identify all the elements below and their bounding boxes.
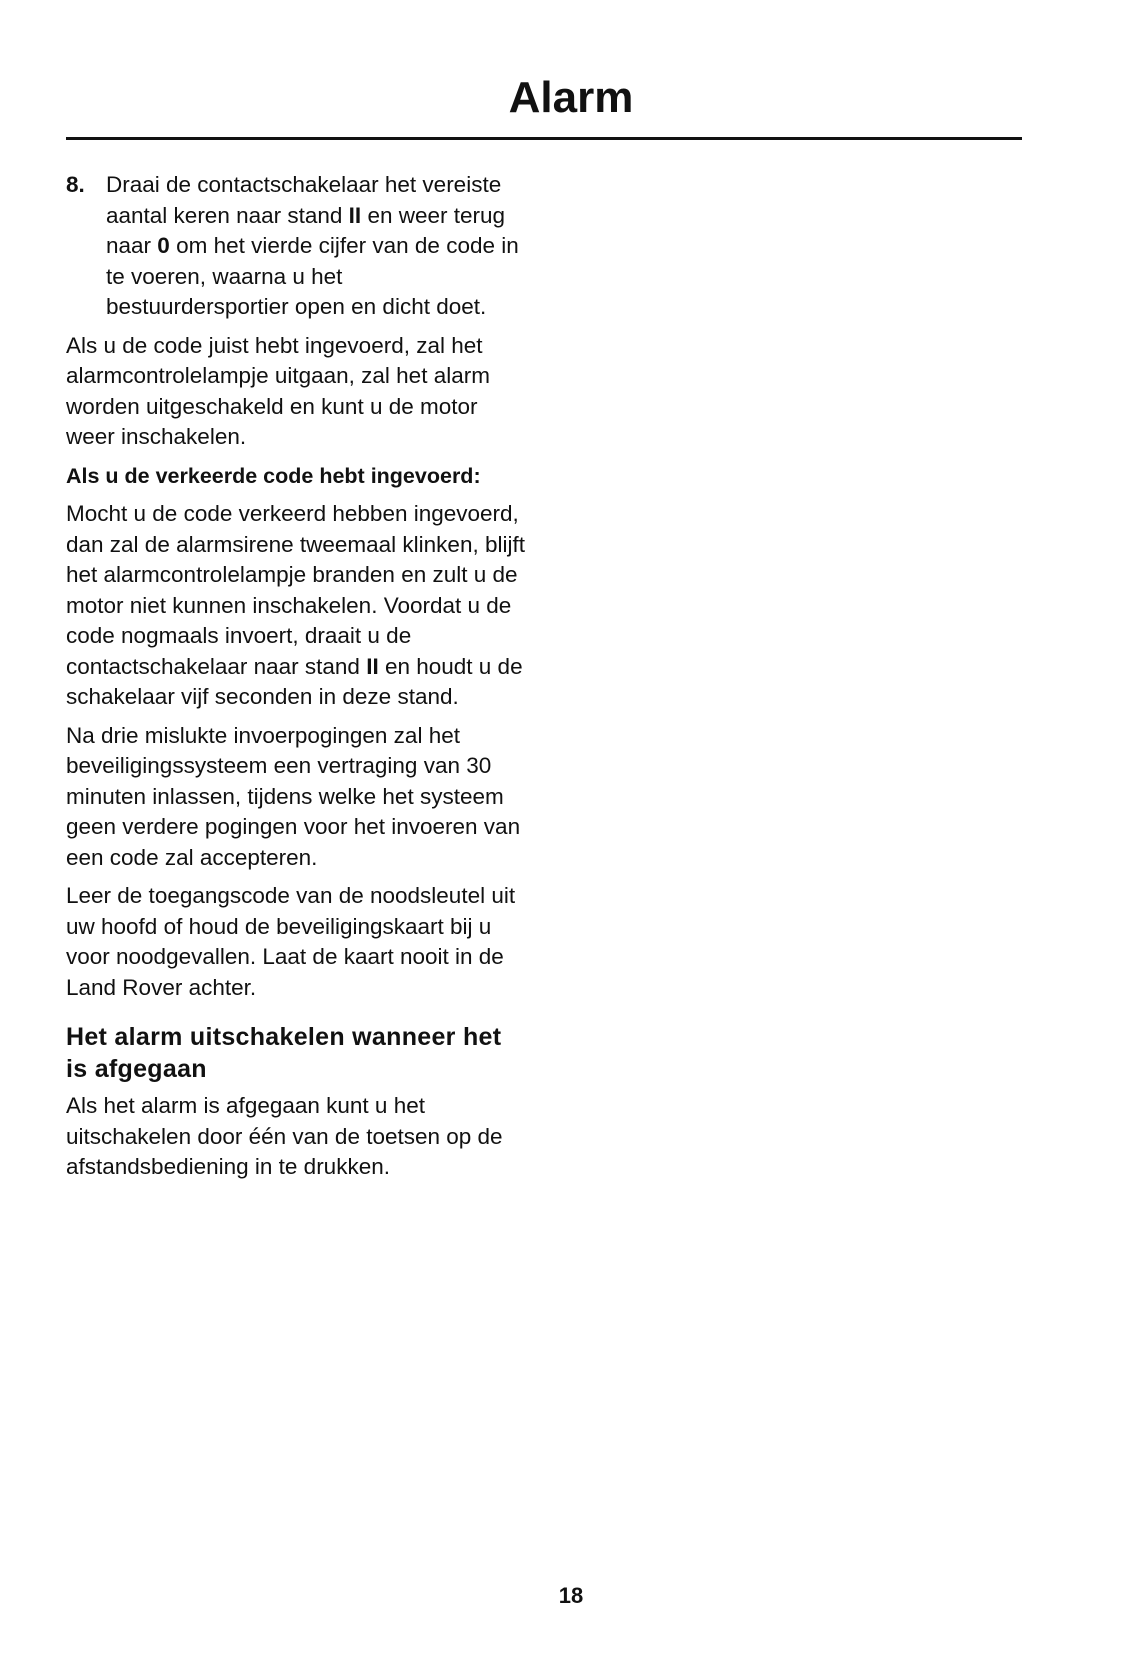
paragraph-text-part: Mocht u de code verkeerd hebben ingevoerd, dan zal de alarmsirene tweemaal klinken, blijft het alarmcontrolelampje branden en zult u de motor niet kunnen inschakelen. Voordat u de code nogmaals invoert, draait u de contactschakelaar naar stand [66,501,525,679]
paragraph-disable-alarm: Als het alarm is afgegaan kunt u het uitschakelen door één van de toetsen op de afstandsbediening in te drukken. [66,1093,503,1179]
title-divider [66,137,1022,140]
paragraph-text-part: en houdt u de schakelaar vijf seconden in deze stand. [66,653,523,709]
paragraph-correct-code: Als u de code juist hebt ingevoerd, zal het alarmcontrolelampje uitgaan, zal het alarm worden uitgeschakeld en kunt u de motor weer inschakelen. [66,332,490,449]
step-text-part: om het vierde cijfer van de code in te voeren, waarna u het bestuurdersportier open en dicht doet. [106,233,519,319]
subheading-wrong-code: Als u de verkeerde code hebt ingevoerd: [66,463,481,488]
paragraph-attempts: Na drie mislukte invoerpogingen zal het beveiligingssysteem een vertraging van 30 minuten inlassen, tijdens welke het systeem geen verdere pogingen voor het invoeren van een code zal accepteren. [66,722,521,870]
stand-label: II [366,653,379,679]
content-column [66,170,526,1191]
section-heading-disable-alarm: Het alarm uitschakelen wanneer het is afgegaan [66,1023,502,1083]
stand-label: II [348,202,362,228]
step-number: 8. [66,172,85,197]
paragraph-learn-code: Leer de toegangscode van de noodsleutel uit uw hoofd of houd de beveiligingskaart bij u voor noodgevallen. Laat de kaart nooit in de Land Rover achter. [66,883,516,1000]
page-title: Alarm [508,73,634,122]
stand-label: 0 [157,233,170,258]
paragraph-wrong-code [66,499,526,713]
step-text [106,170,526,323]
step-text-part: Draai de contactschakelaar het vereiste aantal keren naar stand [106,172,502,228]
page-number: 18 [558,1583,584,1608]
step-text-part: en weer terug naar [106,202,506,258]
step-8 [66,170,526,323]
